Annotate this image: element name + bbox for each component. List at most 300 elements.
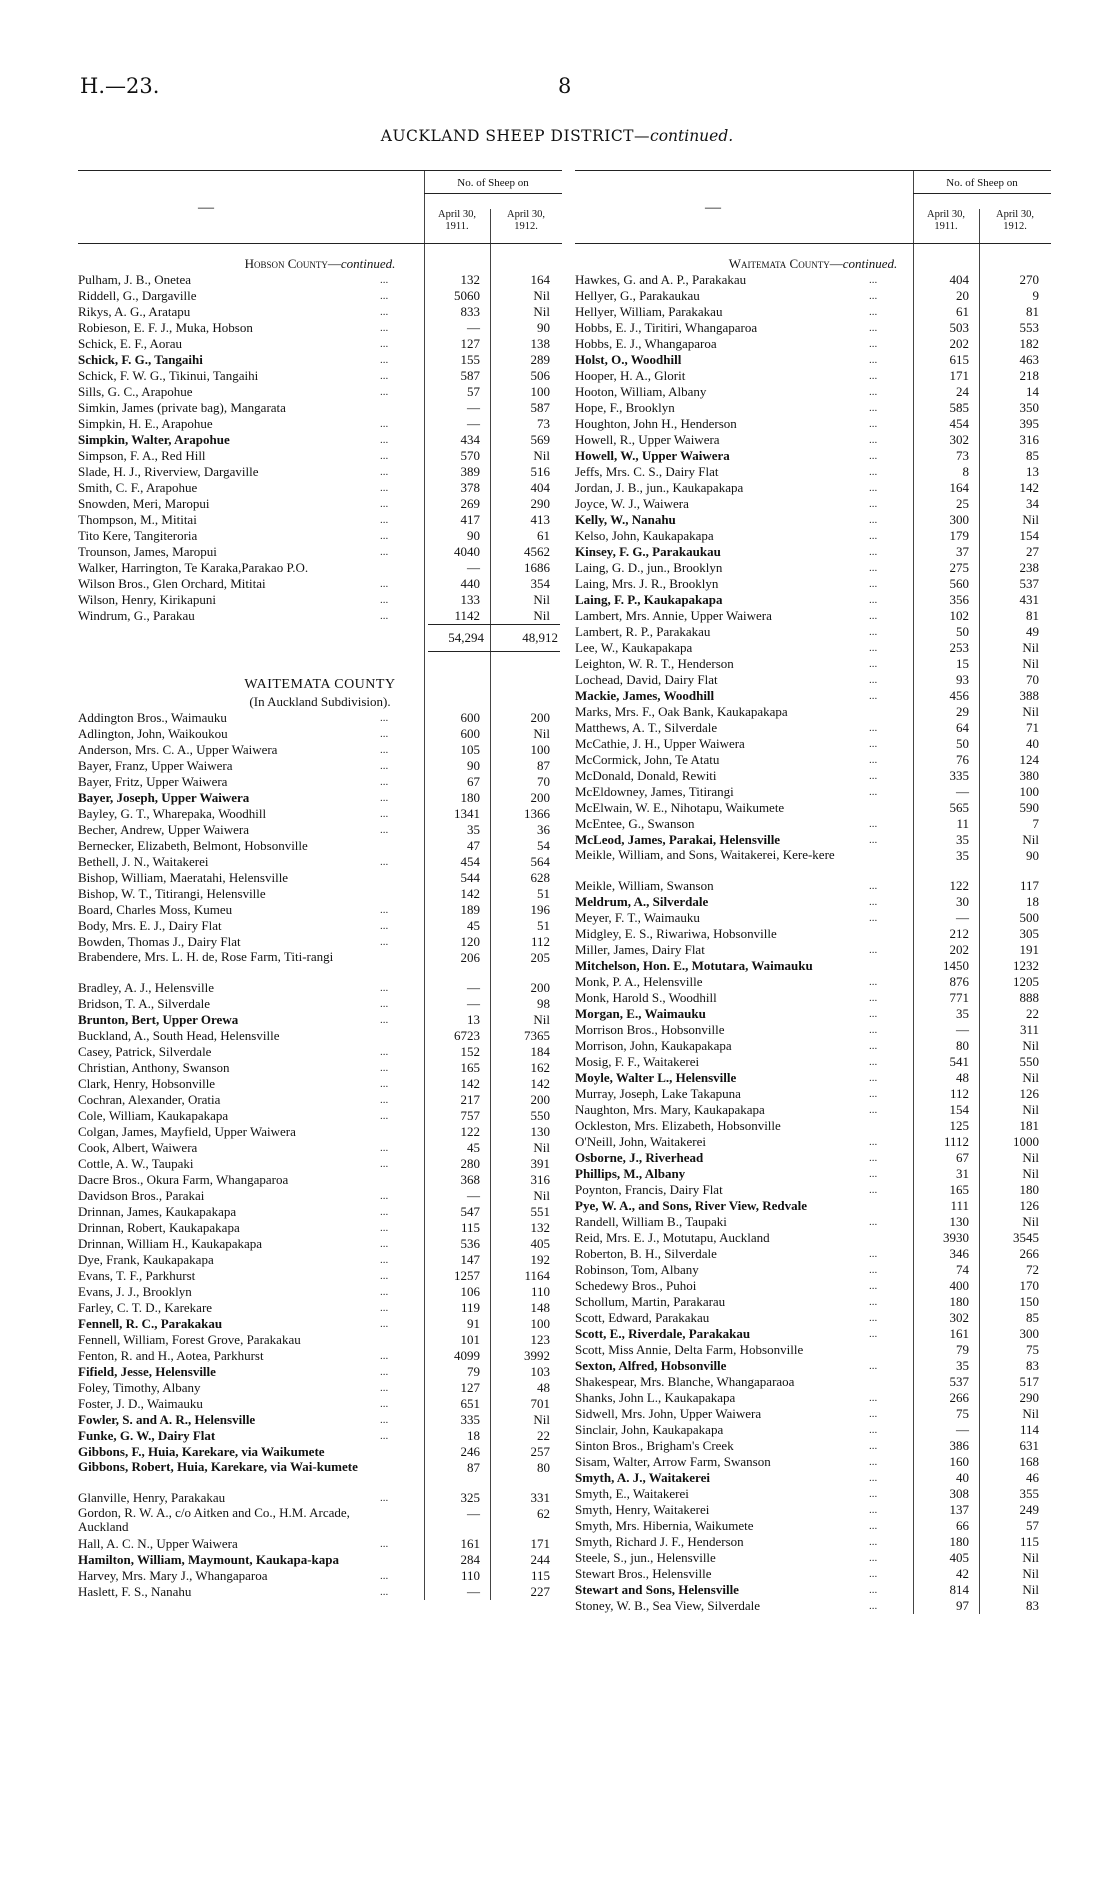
table-row (78, 1316, 562, 1332)
sheep-1911: 585 (949, 400, 969, 415)
sheep-1912: 100 (530, 384, 550, 399)
leader-dots: ... (380, 712, 389, 724)
table-row (575, 1486, 1051, 1502)
sheep-1912: 290 (530, 496, 550, 511)
leader-dots: ... (869, 1440, 878, 1452)
sheep-1911: 400 (949, 1278, 969, 1293)
sheep-1911: 93 (956, 672, 969, 687)
table-row (78, 1028, 562, 1044)
sheep-1912: 83 (1026, 1358, 1039, 1373)
sheep-1911: 147 (460, 1252, 480, 1267)
table-row (78, 1584, 562, 1600)
table-row (575, 448, 1051, 464)
table-row (575, 1118, 1051, 1134)
leader-dots: ... (380, 370, 389, 382)
owner-name: Leighton, W. R. T., Henderson (575, 656, 734, 671)
sheep-1911: 127 (460, 336, 480, 351)
owner-name: Jeffs, Mrs. C. S., Dairy Flat (575, 464, 719, 479)
owner-name: Buckland, A., South Head, Helensville (78, 1028, 280, 1043)
owner-name: Bayer, Joseph, Upper Waiwera (78, 790, 250, 805)
table-row (78, 1140, 562, 1156)
sheep-1911: 404 (949, 272, 969, 287)
sheep-1912: Nil (533, 448, 550, 463)
owner-name: Body, Mrs. E. J., Dairy Flat (78, 918, 222, 933)
sheep-1912: 130 (530, 1124, 550, 1139)
sheep-1911: 335 (949, 768, 969, 783)
table-row (575, 1550, 1051, 1566)
sheep-1911: 35 (467, 822, 480, 837)
sheep-1912: 27 (1026, 544, 1039, 559)
sheep-1911: 454 (949, 416, 969, 431)
sheep-1911: 127 (460, 1380, 480, 1395)
sheep-1912: 1205 (1013, 974, 1039, 989)
leader-dots: ... (869, 578, 878, 590)
sheep-1912: 1686 (524, 560, 550, 575)
sheep-1912: 701 (530, 1396, 550, 1411)
table-row (78, 1412, 562, 1428)
owner-name: Laing, F. P., Kaukapakapa (575, 592, 723, 607)
leader-dots: ... (380, 610, 389, 622)
leader-dots: ... (869, 1184, 878, 1196)
sheep-1912: 142 (530, 1076, 550, 1091)
table-row (575, 352, 1051, 368)
sheep-1912: 506 (530, 368, 550, 383)
table-row (575, 672, 1051, 688)
sheep-1911: 180 (949, 1294, 969, 1309)
sheep-1912: 590 (1019, 800, 1039, 815)
sheep-1912: 70 (1026, 672, 1039, 687)
owner-name: Howell, W., Upper Waiwera (575, 448, 730, 463)
leader-dots: ... (380, 290, 389, 302)
sheep-1911: 280 (460, 1156, 480, 1171)
leader-dots: ... (380, 1270, 389, 1282)
sheep-1911: 165 (460, 1060, 480, 1075)
owner-name: Lambert, R. P., Parakakau (575, 624, 711, 639)
sheep-1911: 266 (949, 1390, 969, 1405)
owner-name: Haslett, F. S., Nanahu (78, 1584, 192, 1599)
table-row (78, 496, 562, 512)
table-row (78, 304, 562, 320)
leader-dots: ... (380, 1062, 389, 1074)
table-row (78, 1428, 562, 1444)
sheep-1911: 325 (460, 1490, 480, 1505)
table-row (78, 1284, 562, 1300)
leader-dots: ... (869, 1600, 878, 1612)
owner-name: Walker, Harrington, Te Karaka,Parakao P.O. (78, 560, 309, 575)
sheep-1911: 440 (460, 576, 480, 591)
sheep-1911: 386 (949, 1438, 969, 1453)
table-row (575, 1470, 1051, 1486)
owner-name: Bayley, G. T., Wharepaka, Woodhill (78, 806, 267, 821)
sheep-1911: — (467, 1188, 480, 1203)
sheep-1912: 289 (530, 352, 550, 367)
leader-dots: ... (380, 1430, 389, 1442)
sheep-1912: 71 (1026, 720, 1039, 735)
sheep-1911: 142 (460, 1076, 480, 1091)
owner-name: Jordan, J. B., jun., Kaukapakapa (575, 480, 744, 495)
leader-dots: ... (380, 578, 389, 590)
leader-dots: ... (380, 808, 389, 820)
owner-name: Kelly, W., Nanahu (575, 512, 676, 527)
owner-name: Riddell, G., Dargaville (78, 288, 197, 303)
sheep-1912: 218 (1019, 368, 1039, 383)
sheep-1911: 284 (460, 1552, 480, 1567)
owner-name: McLeod, James, Parakai, Helensville (575, 832, 781, 847)
sheep-1911: 180 (949, 1534, 969, 1549)
sheep-1912: Nil (1022, 1582, 1039, 1597)
owner-name: McDonald, Donald, Rewiti (575, 768, 717, 783)
table-row (78, 1252, 562, 1268)
sheep-1911: 79 (956, 1342, 969, 1357)
sheep-1912: Nil (1022, 704, 1039, 719)
sheep-1911: 269 (460, 496, 480, 511)
leader-dots: ... (380, 1014, 389, 1026)
table-row (575, 1438, 1051, 1454)
table-row (78, 1490, 562, 1506)
table-row (575, 1518, 1051, 1534)
sheep-1911: 179 (949, 528, 969, 543)
leader-dots: ... (869, 1504, 878, 1516)
waitemata-rows-left (78, 710, 562, 1600)
sheep-1912: 413 (530, 512, 550, 527)
owner-name: Smyth, Mrs. Hibernia, Waikumete (575, 1518, 754, 1533)
owner-name: Monk, Harold S., Woodhill (575, 990, 717, 1005)
owner-name: McCormick, John, Te Atatu (575, 752, 720, 767)
table-row (78, 1552, 562, 1568)
right-table (575, 170, 1051, 1614)
sheep-1912: Nil (1022, 832, 1039, 847)
sheep-1911: 5060 (454, 288, 480, 303)
owner-name: Kelso, John, Kaukapakapa (575, 528, 714, 543)
sheep-1912: 350 (1019, 400, 1039, 415)
table-row (575, 894, 1051, 910)
sheep-1911: 1341 (454, 806, 480, 821)
sheep-1911: 833 (460, 304, 480, 319)
sheep-1912: 75 (1026, 1342, 1039, 1357)
sheep-1912: 57 (1026, 1518, 1039, 1533)
sheep-1912: 36 (537, 822, 550, 837)
leader-dots: ... (380, 338, 389, 350)
leader-dots: ... (380, 434, 389, 446)
table-row (575, 1454, 1051, 1470)
sheep-1912: 1000 (1013, 1134, 1039, 1149)
table-row (575, 800, 1051, 816)
leader-dots: ... (380, 1110, 389, 1122)
leader-dots: ... (380, 418, 389, 430)
sheep-1911: 544 (460, 870, 480, 885)
leader-dots: ... (869, 1056, 878, 1068)
sheep-1912: 388 (1019, 688, 1039, 703)
owner-name: Brunton, Bert, Upper Orewa (78, 1012, 239, 1027)
table-row (78, 1220, 562, 1236)
table-row (78, 1156, 562, 1172)
sheep-1912: 463 (1019, 352, 1039, 367)
leader-dots: ... (380, 306, 389, 318)
sheep-1911: 79 (467, 1364, 480, 1379)
owner-name: Clark, Henry, Hobsonville (78, 1076, 216, 1091)
owner-name: Simpkin, Walter, Arapohue (78, 432, 230, 447)
owner-name: Hooper, H. A., Glorit (575, 368, 686, 383)
sheep-1911: 91 (467, 1316, 480, 1331)
table-row (575, 910, 1051, 926)
sheep-1911: 217 (460, 1092, 480, 1107)
sheep-1912: 7 (1032, 816, 1039, 831)
owner-name: Laing, Mrs. J. R., Brooklyn (575, 576, 719, 591)
sheep-1912: 14 (1026, 384, 1039, 399)
owner-name: Drinnan, James, Kaukapakapa (78, 1204, 237, 1219)
table-row (78, 1172, 562, 1188)
sheep-1911: 560 (949, 576, 969, 591)
sheep-1911: 814 (949, 1582, 969, 1597)
leader-dots: ... (380, 1142, 389, 1154)
leader-dots: ... (380, 530, 389, 542)
table-row (78, 432, 562, 448)
owner-name: Robieson, E. F. J., Muka, Hobson (78, 320, 253, 335)
sheep-1912: 123 (530, 1332, 550, 1347)
owner-name: Bradley, A. J., Helensville (78, 980, 214, 995)
table-row (575, 1150, 1051, 1166)
sheep-1912: 182 (1019, 336, 1039, 351)
right-rows (575, 244, 1051, 1614)
sheep-1911: 80 (956, 1038, 969, 1053)
sheep-1912: 200 (530, 790, 550, 805)
leader-dots: ... (380, 322, 389, 334)
sheep-1911: 1112 (943, 1134, 969, 1149)
table-row (78, 1536, 562, 1552)
leader-dots: ... (869, 992, 878, 1004)
owner-name: Thompson, M., Mititai (78, 512, 197, 527)
leader-dots: ... (869, 338, 878, 350)
owner-name: Holst, O., Woodhill (575, 352, 682, 367)
owner-name: Naughton, Mrs. Mary, Kaukapakapa (575, 1102, 765, 1117)
leader-dots: ... (869, 896, 878, 908)
table-row (575, 320, 1051, 336)
owner-name: Stewart and Sons, Helensville (575, 1582, 739, 1597)
sheep-1912: 404 (530, 480, 550, 495)
sheep-1911: 405 (949, 1550, 969, 1565)
leader-dots: ... (869, 1360, 878, 1372)
sheep-1912: 81 (1026, 304, 1039, 319)
leader-dots: ... (380, 546, 389, 558)
sheep-1912: 4562 (524, 544, 550, 559)
owner-name: Schedewy Bros., Puhoi (575, 1278, 697, 1293)
sheep-1912: 331 (530, 1490, 550, 1505)
sheep-1911: 67 (467, 774, 480, 789)
table-row (78, 592, 562, 608)
owner-name: Lee, W., Kaukapakapa (575, 640, 693, 655)
leader-dots: ... (380, 728, 389, 740)
sheep-1912: 51 (537, 918, 550, 933)
table-row (78, 980, 562, 996)
table-row (575, 878, 1051, 894)
table-row (575, 1054, 1051, 1070)
leader-dots: ... (380, 1254, 389, 1266)
sheep-1911: 206 (460, 950, 480, 965)
leader-dots: ... (869, 274, 878, 286)
sheep-1911: 11 (956, 816, 969, 831)
sheep-1912: 115 (1019, 1534, 1039, 1549)
owner-name: Foley, Timothy, Albany (78, 1380, 201, 1395)
leader-dots: ... (869, 370, 878, 382)
sheep-1911: 66 (956, 1518, 969, 1533)
sheep-1911: 50 (956, 736, 969, 751)
leader-dots: ... (869, 642, 878, 654)
sheep-1912: 500 (1019, 910, 1039, 925)
table-row (78, 512, 562, 528)
sheep-1911: 75 (956, 1406, 969, 1421)
sheep-1911: 35 (956, 1006, 969, 1021)
sheep-1912: 168 (1019, 1454, 1039, 1469)
sheep-1912: 171 (530, 1536, 550, 1551)
sheep-1911: 122 (460, 1124, 480, 1139)
owner-name: Bishop, William, Maeratahi, Helensville (78, 870, 289, 885)
table-row (575, 1182, 1051, 1198)
sheep-1912: 238 (1019, 560, 1039, 575)
sheep-1912: 244 (530, 1552, 550, 1567)
table-row (78, 822, 562, 838)
left-table (78, 170, 562, 1600)
owner-name: Smyth, A. J., Waitakerei (575, 1470, 710, 1485)
owner-name: Dye, Frank, Kaukapakapa (78, 1252, 214, 1267)
owner-name: Lochead, David, Dairy Flat (575, 672, 718, 687)
table-row (78, 838, 562, 854)
sheep-1912: 180 (1019, 1182, 1039, 1197)
table-row (78, 1044, 562, 1060)
leader-dots: ... (380, 1286, 389, 1298)
header-no-of-sheep: No. of Sheep on (424, 177, 562, 194)
sheep-1911: 120 (460, 934, 480, 949)
sheep-1912: 537 (1019, 576, 1039, 591)
sheep-1911: 346 (949, 1246, 969, 1261)
sheep-1911: 434 (460, 432, 480, 447)
sheep-1911: 454 (460, 854, 480, 869)
table-row (575, 784, 1051, 800)
leader-dots: ... (380, 1382, 389, 1394)
leader-dots: ... (380, 498, 389, 510)
sheep-1912: 192 (530, 1252, 550, 1267)
sheep-1911: 137 (949, 1502, 969, 1517)
leader-dots: ... (869, 354, 878, 366)
table-row (78, 400, 562, 416)
leader-dots: ... (869, 1168, 878, 1180)
table-row (78, 870, 562, 886)
sheep-1912: 391 (530, 1156, 550, 1171)
leader-dots: ... (869, 450, 878, 462)
owner-name: Bowden, Thomas J., Dairy Flat (78, 934, 241, 949)
owner-name: Hooton, William, Albany (575, 384, 707, 399)
sheep-1911: 67 (956, 1150, 969, 1165)
sheep-1912: 631 (1019, 1438, 1039, 1453)
owner-name: Moyle, Walter L., Helensville (575, 1070, 737, 1085)
sheep-1912: 100 (530, 742, 550, 757)
sheep-1912: Nil (533, 304, 550, 319)
table-row (575, 1326, 1051, 1342)
table-row (575, 1022, 1051, 1038)
table-row (78, 1300, 562, 1316)
leader-dots: ... (380, 792, 389, 804)
sheep-1911: 76 (956, 752, 969, 767)
table-row (575, 1390, 1051, 1406)
sheep-1911: 456 (949, 688, 969, 703)
leader-dots: ... (380, 824, 389, 836)
owner-name: Fennell, R. C., Parakakau (78, 1316, 223, 1331)
total-1911: 54,294 (448, 630, 484, 645)
sheep-1912: 1366 (524, 806, 550, 821)
table-row (575, 512, 1051, 528)
owner-name: Meldrum, A., Silverdale (575, 894, 709, 909)
owner-name: Hamilton, William, Maymount, Kaukapa-kapa (78, 1552, 340, 1567)
sheep-1911: 615 (949, 352, 969, 367)
sheep-1912: Nil (1022, 512, 1039, 527)
leader-dots: ... (380, 744, 389, 756)
table-row (575, 336, 1051, 352)
leader-dots: ... (380, 1398, 389, 1410)
sheep-1912: 48 (537, 1380, 550, 1395)
owner-name: Osborne, J., Riverhead (575, 1150, 704, 1165)
table-row (78, 1124, 562, 1140)
sheep-1912: 51 (537, 886, 550, 901)
leader-dots: ... (869, 1328, 878, 1340)
leader-dots: ... (380, 920, 389, 932)
leader-dots: ... (869, 1552, 878, 1564)
owner-name: McEldowney, James, Titirangi (575, 784, 734, 799)
table-row (575, 576, 1051, 592)
owner-name: Scott, Edward, Parakakau (575, 1310, 710, 1325)
leader-dots: ... (869, 290, 878, 302)
sheep-1911: 15 (956, 656, 969, 671)
sheep-1912: 87 (537, 758, 550, 773)
leader-dots: ... (380, 514, 389, 526)
owner-name: Scott, E., Riverdale, Parakakau (575, 1326, 751, 1341)
owner-name: Sinton Bros., Brigham's Creek (575, 1438, 734, 1453)
owner-name: Shanks, John L., Kaukapakapa (575, 1390, 736, 1405)
leader-dots: ... (869, 1088, 878, 1100)
owner-name: Roberton, B. H., Silverdale (575, 1246, 717, 1261)
leader-dots: ... (380, 856, 389, 868)
owner-name: Simkin, James (private bag), Mangarata (78, 400, 286, 415)
section-hobson-county: Hobson County—continued. (244, 256, 396, 271)
sheep-1912: 553 (1019, 320, 1039, 335)
table-row (78, 950, 562, 980)
sheep-1911: 536 (460, 1236, 480, 1251)
sheep-1912: 270 (1019, 272, 1039, 287)
table-row (78, 416, 562, 432)
leader-dots: ... (869, 834, 878, 846)
table-row (575, 1294, 1051, 1310)
leader-dots: ... (380, 1492, 389, 1504)
leader-dots: ... (869, 402, 878, 414)
total-1912: 48,912 (522, 630, 558, 645)
leader-dots: ... (869, 1152, 878, 1164)
sheep-1911: — (956, 1022, 969, 1037)
owner-name: McElwain, W. E., Nihotapu, Waikumete (575, 800, 785, 815)
sheep-1912: 587 (530, 400, 550, 415)
leader-dots: ... (869, 1424, 878, 1436)
sheep-1911: 4099 (454, 1348, 480, 1363)
sheep-1912: 257 (530, 1444, 550, 1459)
sheep-1912: 100 (1019, 784, 1039, 799)
sheep-1911: 13 (467, 1012, 480, 1027)
owner-name: Fennell, William, Forest Grove, Parakakau (78, 1332, 301, 1347)
leader-dots: ... (380, 450, 389, 462)
leader-dots: ... (869, 498, 878, 510)
table-row (575, 656, 1051, 672)
sheep-1912: 72 (1026, 1262, 1039, 1277)
table-row (78, 726, 562, 742)
sheep-1911: 389 (460, 464, 480, 479)
sheep-1911: 90 (467, 758, 480, 773)
leader-dots: ... (869, 738, 878, 750)
